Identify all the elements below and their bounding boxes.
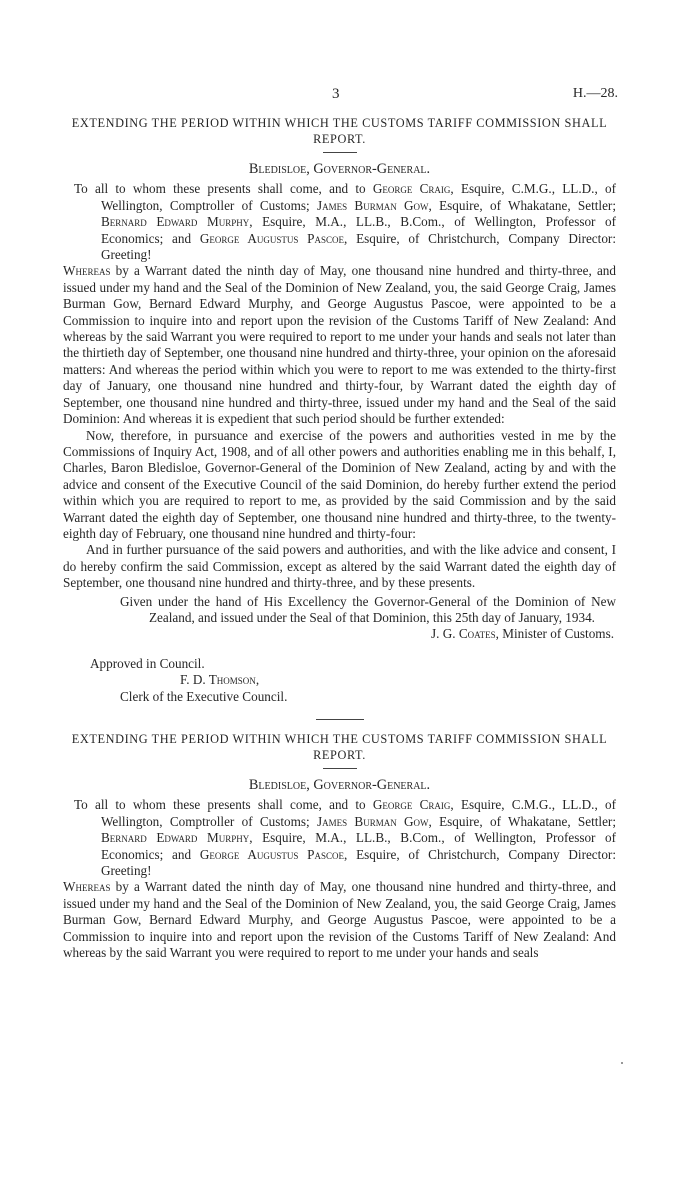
address-text: , Esquire, of Christchurch, Company Director: Greeting!: [101, 230, 616, 263]
approved-in-council: Approved in Council.: [90, 655, 205, 671]
whereas-text: by a Warrant dated the ninth day of May, one thousand nine hundred and thirty-three, and issued under my hand and the Seal of the Dominion of New Zealand, you, the said George Craig, James Burman Gow, Bernard Edward Murphy, and George Augustus Pascoe, were appointed to be a Commission to inquire into and report upon the revision of the Customs Tariff of New Zealand: And whereas by the said Warrant you were required to report to me under your hands and seals not later than the thirtieth day of September, one thousand nine hundred and thirty-three, your opinion on the aforesaid matters: And whereas the period within which you were to report to me was extended to the thirty-first day of January, one thousand nine hundred and thirty-four, by Warrant dated the eighth day of September, one thousand nine hundred and thirty-three, issued under my hand and the Seal of the said Dominion: And whereas it is expedient that such period should be further extended:: [63, 263, 616, 427]
title-divider: [323, 152, 357, 153]
minister-name: J. G. Coates: [431, 626, 496, 642]
address-text: , Esquire, M.A., LL.B., B.Com., of Wellington, Professor of Economics; and: [101, 830, 616, 862]
commissioner-name: George Craig: [372, 797, 451, 813]
section-title: EXTENDING THE PERIOD WITHIN WHICH THE CUSTOMS TARIFF COMMISSION SHALL REPORT.: [71, 732, 608, 762]
page-content: [63, 116, 616, 961]
clerk-title: Clerk of the Executive Council.: [120, 688, 288, 704]
clerk-signature: [90, 672, 616, 688]
commissioner-name: George Augustus Pascoe: [199, 846, 345, 862]
page-number: 3: [332, 86, 340, 102]
whereas-paragraph: [63, 263, 616, 427]
further-pursuance-paragraph: And in further pursuance of the said powers and authorities, and with the like advice and consent, I do hereby confirm the said Commission, except as altered by the said Warrant dated the eighth day of September, one thousand nine hundred and thirty-three, and by these presents.: [63, 542, 616, 591]
page-speck: [621, 1062, 623, 1064]
governor-general-line: Bledisloe, Governor-General.: [248, 161, 431, 177]
warrant-section-2: [63, 732, 616, 961]
address-paragraph: [63, 797, 616, 879]
now-therefore-paragraph: Now, therefore, in pursuance and exercise of the powers and authorities vested in me by the Commissions of Inquiry Act, 1908, and of all other powers and authorities enabling me in this behalf, I, Charles, Baron Bledisloe, Governor-General of the Dominion of New Zealand, acting by and with the advice and consent of the Executive Council of the said Dominion, do hereby further extend the period within which you are required to report to me, as provided by the said Commission and by the said Warrant dated the eighth day of September, one thousand nine hundred and thirty-three, to the twenty-eighth day of February, one thousand nine hundred and thirty-four:: [63, 427, 616, 541]
address-text: , Esquire, C.M.G., LL.D., of Wellington, Comptroller of Customs;: [101, 181, 616, 213]
whereas-word: Whereas: [63, 263, 111, 279]
address-text: , Esquire, M.A., LL.B., B.Com., of Wellington, Professor of Economics; and: [101, 214, 616, 246]
page-header: [0, 86, 700, 104]
address-text: , Esquire, of Christchurch, Company Director: Greeting!: [101, 846, 616, 879]
address-text: , Esquire, of Whakatane, Settler;: [428, 197, 616, 213]
section-divider: [316, 719, 364, 720]
document-reference: H.—28.: [572, 86, 618, 101]
minister-title: , Minister of Customs.: [495, 626, 614, 642]
whereas-text: by a Warrant dated the ninth day of May, one thousand nine hundred and thirty-three, and issued under my hand and the Seal of the Dominion of New Zealand, you, the said George Craig, James Burman Gow, Bernard Edward Murphy, and George Augustus Pascoe, were appointed to be a Commission to inquire into and report upon the revision of the Customs Tariff of New Zealand: And whereas by the said Warrant you were required to report to me under your hands and seals: [63, 879, 616, 961]
whereas-paragraph: [63, 879, 616, 961]
commissioner-name: Bernard Edward Murphy: [101, 830, 250, 846]
title-divider: [323, 768, 357, 769]
governor-general-line: Bledisloe, Governor-General.: [248, 777, 431, 793]
whereas-word: Whereas: [63, 879, 111, 895]
address-text: To all to whom these presents shall come, and to: [74, 181, 373, 197]
address-paragraph: [63, 181, 616, 263]
commissioner-name: James Burman Gow: [317, 813, 429, 829]
address-text: , Esquire, of Whakatane, Settler;: [428, 813, 616, 829]
approval-block: [90, 656, 616, 705]
section-title: EXTENDING THE PERIOD WITHIN WHICH THE CUSTOMS TARIFF COMMISSION SHALL REPORT.: [71, 116, 608, 146]
commissioner-name: George Craig: [372, 181, 451, 197]
commissioner-name: James Burman Gow: [317, 197, 429, 213]
address-text: To all to whom these presents shall come, and to: [74, 797, 373, 813]
address-text: , Esquire, C.M.G., LL.D., of Wellington, Comptroller of Customs;: [101, 797, 616, 829]
warrant-section-1: [63, 116, 616, 705]
minister-signature: [63, 626, 616, 642]
clerk-name: F. D. Thomson: [180, 672, 256, 688]
given-under-paragraph: Given under the hand of His Excellency the Governor-General of the Dominion of New Zealand, and issued under the Seal of that Dominion, this 25th day of January, 1934.: [120, 593, 616, 625]
commissioner-name: Bernard Edward Murphy: [101, 214, 250, 230]
commissioner-name: George Augustus Pascoe: [199, 230, 345, 246]
clerk-name-suffix: ,: [255, 672, 260, 688]
